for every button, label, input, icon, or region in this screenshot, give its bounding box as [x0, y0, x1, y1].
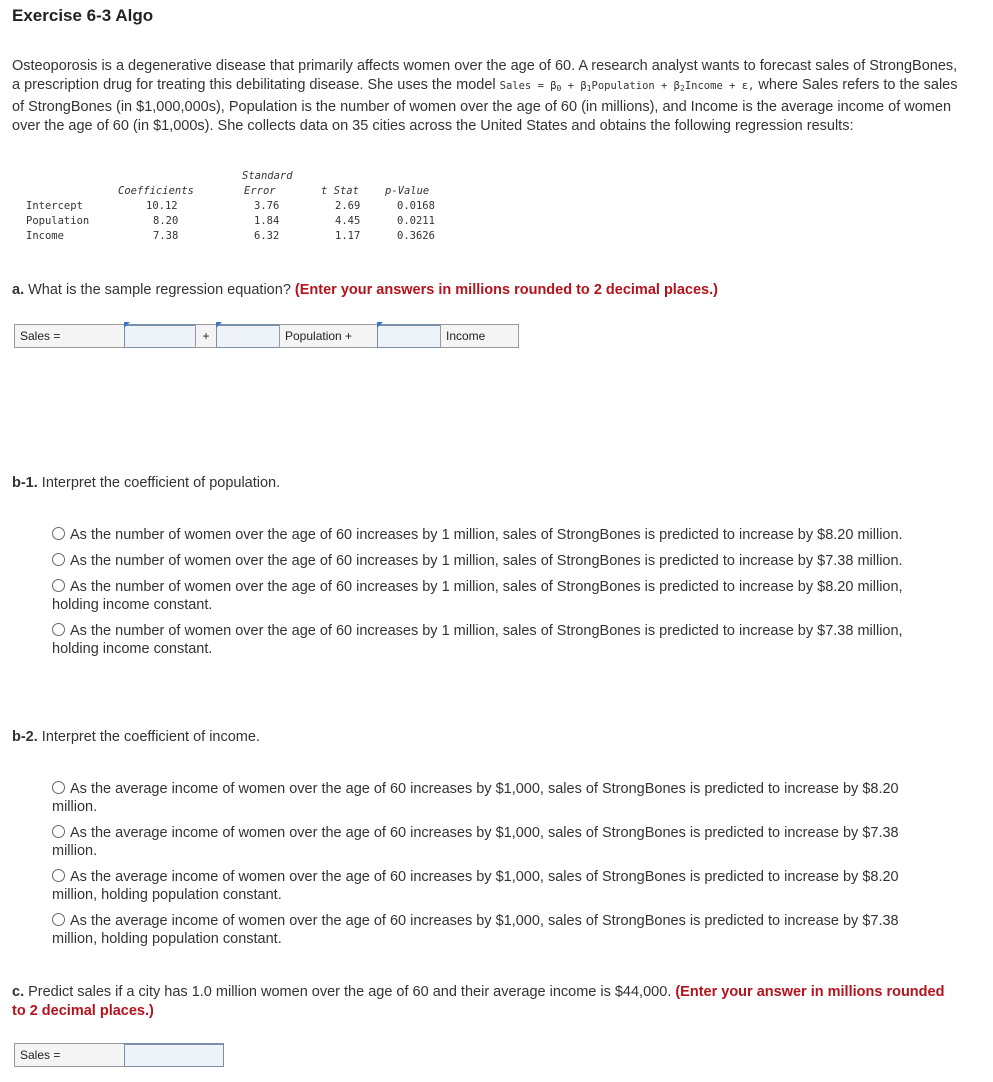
cell-se: 1.84: [254, 215, 280, 227]
header-std-error-1: Standard: [242, 170, 293, 182]
options-b1: [52, 526, 942, 666]
problem-intro: [12, 57, 962, 135]
predicted-sales-input[interactable]: [124, 1043, 224, 1067]
radio-button[interactable]: [52, 825, 65, 838]
intercept-input[interactable]: [124, 324, 196, 348]
radio-button[interactable]: [52, 623, 65, 636]
cell-coef: 7.38: [153, 230, 179, 242]
radio-button[interactable]: [52, 869, 65, 882]
income-coef-input[interactable]: [377, 324, 441, 348]
intro-text-before: Osteoporosis is a degenerative disease that primarily affects women over the age of 60. A research analyst wants to forecast sales of StrongBones, a prescription drug for treating this debilitating disease. She uses the model: [12, 58, 958, 93]
radio-button[interactable]: [52, 781, 65, 794]
cell-p: 0.3626: [397, 230, 435, 242]
row-label-intercept: Intercept: [26, 200, 83, 212]
option-b2-3[interactable]: As the average income of women over the age of 60 increases by $1,000, sales of StrongBones is predicted to increase by $8.20 million, holding population constant.: [52, 869, 899, 903]
question-a: a. What is the sample regression equation? (Enter your answers in millions rounded to 2 decimal places.): [12, 282, 718, 298]
sales-label-c: Sales =: [14, 1043, 125, 1067]
row-label-population: Population: [26, 215, 90, 227]
population-label: Population +: [279, 324, 378, 348]
question-b1: b-1. Interpret the coefficient of population.: [12, 475, 281, 491]
option-b1-4[interactable]: As the number of women over the age of 60 increases by 1 million, sales of StrongBones is predicted to increase by $7.38 million, holding income constant.: [52, 623, 903, 657]
option-b1-1[interactable]: As the number of women over the age of 60 increases by 1 million, sales of StrongBones is predicted to increase by $8.20 million.: [52, 526, 942, 544]
option-b2-2[interactable]: As the average income of women over the age of 60 increases by $1,000, sales of StrongBones is predicted to increase by $7.38 million.: [52, 825, 899, 859]
income-label: Income: [440, 324, 519, 348]
instruction-c: (Enter your answer in millions rounded to 2 decimal places.): [12, 984, 945, 1019]
header-std-error-2: Error: [244, 185, 276, 197]
header-coefficients: Coefficients: [118, 185, 194, 197]
radio-button[interactable]: [52, 553, 65, 566]
cell-t: 4.45: [335, 215, 361, 227]
intro-text-after: where Sales refers to the sales of StrongBones (in $1,000,000s), Population is the number of women over the age of 60 (in millions), and Income is the average income of women over the age of 60 (in $1,000s). She collects data on 35 cities across the United States and obtains the following regression results:: [12, 76, 958, 134]
header-t-stat: t Stat: [321, 185, 359, 197]
cell-coef: 10.12: [146, 200, 178, 212]
cell-se: 6.32: [254, 230, 280, 242]
cell-t: 2.69: [335, 200, 361, 212]
population-coef-input[interactable]: [216, 324, 280, 348]
flag-icon: [377, 322, 383, 328]
question-c: c. Predict sales if a city has 1.0 million women over the age of 60 and their average income is $44,000. (Enter your answer in millions rounded to 2 decimal places.): [12, 984, 945, 1019]
cell-se: 3.76: [254, 200, 280, 212]
flag-icon: [216, 322, 222, 328]
cell-p: 0.0168: [397, 200, 435, 212]
plus-label: +: [195, 324, 217, 348]
option-b2-4[interactable]: As the average income of women over the age of 60 increases by $1,000, sales of StrongBones is predicted to increase by $7.38 million, holding population constant.: [52, 913, 899, 947]
page-title: Exercise 6-3 Algo: [12, 6, 154, 25]
option-b1-2[interactable]: As the number of women over the age of 60 increases by 1 million, sales of StrongBones is predicted to increase by $7.38 million.: [52, 552, 942, 570]
sales-label: Sales =: [14, 324, 125, 348]
option-b2-1[interactable]: As the average income of women over the age of 60 increases by $1,000, sales of StrongBones is predicted to increase by $8.20 million.: [52, 781, 899, 815]
flag-icon: [124, 322, 130, 328]
question-b2: b-2. Interpret the coefficient of income.: [12, 729, 260, 745]
row-label-income: Income: [26, 230, 64, 242]
option-b1-3[interactable]: As the number of women over the age of 60 increases by 1 million, sales of StrongBones is predicted to increase by $8.20 million, holding income constant.: [52, 579, 903, 613]
instruction-a: (Enter your answers in millions rounded to 2 decimal places.): [294, 282, 718, 298]
options-b2: [52, 780, 942, 956]
radio-button[interactable]: [52, 527, 65, 540]
model-equation: Sales = $\beta_0$ + $\beta_1Population$ + $\beta_2Income + \varepsilon$,: [499, 79, 755, 93]
cell-p: 0.0211: [397, 215, 435, 227]
cell-t: 1.17: [335, 230, 361, 242]
radio-button[interactable]: [52, 579, 65, 592]
header-p-value: p-Value: [385, 185, 430, 197]
radio-button[interactable]: [52, 913, 65, 926]
cell-coef: 8.20: [153, 215, 179, 227]
